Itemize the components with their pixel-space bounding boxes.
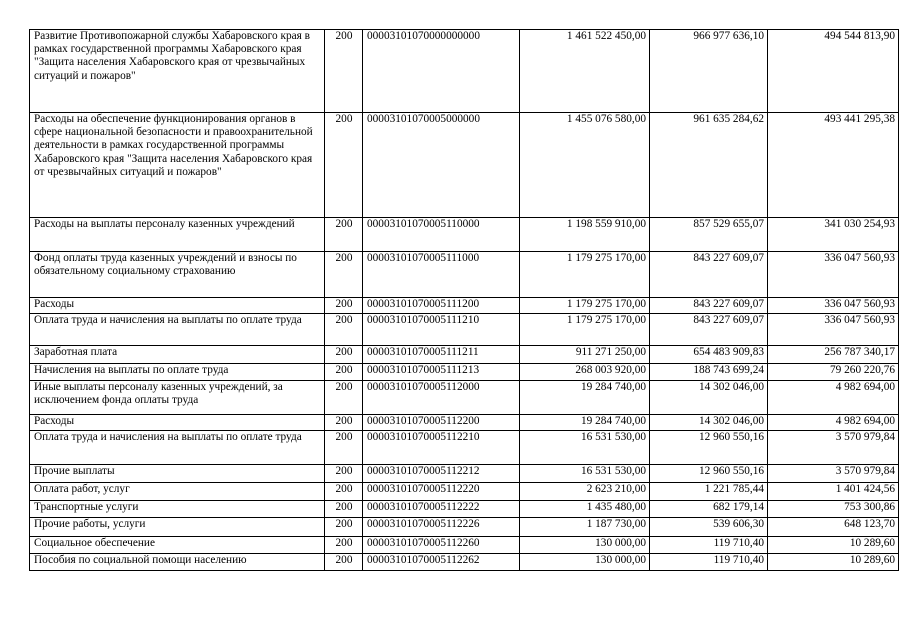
row-name-cell: Расходы на выплаты персоналу казенных учреждений (30, 218, 325, 252)
row-name-cell: Развитие Противопожарной службы Хабаровского края в рамках государственной программы Хабаровского края "Защита населения Хабаровского края от чрезвычайных ситуаций и пожаров" (30, 30, 325, 113)
row-name-cell: Социальное обеспечение (30, 537, 325, 554)
row-executed-cell: 12 960 550,16 (650, 465, 768, 483)
row-executed-cell: 14 302 046,00 (650, 381, 768, 415)
row-code-cell: 200 (325, 415, 363, 431)
table-body (30, 30, 899, 571)
row-name-cell: Иные выплаты персоналу казенных учреждений, за исключением фонда оплаты труда (30, 381, 325, 415)
row-approved-cell: 130 000,00 (520, 537, 650, 554)
row-kbk-cell: 00003101070005111213 (363, 364, 520, 381)
row-executed-cell: 119 710,40 (650, 554, 768, 571)
row-approved-cell: 1 179 275 170,00 (520, 252, 650, 298)
row-name-cell: Расходы на обеспечение функционирования органов в сфере национальной безопасности и правоохранительной деятельности в рамках государственной программы Хабаровского края "Защита населения Хабаровского края от чрезвычайных ситуаций и пожаров" (30, 113, 325, 218)
table-row (30, 30, 899, 113)
table-row (30, 431, 899, 465)
table-row (30, 501, 899, 518)
row-kbk-cell: 00003101070005112222 (363, 501, 520, 518)
row-approved-cell: 1 179 275 170,00 (520, 298, 650, 314)
row-code-cell: 200 (325, 554, 363, 571)
row-remaining-cell: 10 289,60 (768, 537, 899, 554)
row-remaining-cell: 753 300,86 (768, 501, 899, 518)
row-kbk-cell: 00003101070005111000 (363, 252, 520, 298)
row-executed-cell: 843 227 609,07 (650, 314, 768, 346)
table-row (30, 554, 899, 571)
row-remaining-cell: 3 570 979,84 (768, 431, 899, 465)
row-approved-cell: 1 435 480,00 (520, 501, 650, 518)
row-code-cell: 200 (325, 30, 363, 113)
row-kbk-cell: 00003101070005112220 (363, 483, 520, 501)
row-name-cell: Пособия по социальной помощи населению (30, 554, 325, 571)
row-code-cell: 200 (325, 346, 363, 364)
row-executed-cell: 857 529 655,07 (650, 218, 768, 252)
row-kbk-cell: 00003101070000000000 (363, 30, 520, 113)
row-kbk-cell: 00003101070005111210 (363, 314, 520, 346)
table-row (30, 314, 899, 346)
row-code-cell: 200 (325, 537, 363, 554)
table-row (30, 415, 899, 431)
row-executed-cell: 12 960 550,16 (650, 431, 768, 465)
row-kbk-cell: 00003101070005000000 (363, 113, 520, 218)
table-row (30, 252, 899, 298)
row-kbk-cell: 00003101070005112262 (363, 554, 520, 571)
row-executed-cell: 188 743 699,24 (650, 364, 768, 381)
row-remaining-cell: 3 570 979,84 (768, 465, 899, 483)
row-approved-cell: 1 179 275 170,00 (520, 314, 650, 346)
row-executed-cell: 119 710,40 (650, 537, 768, 554)
table-row (30, 483, 899, 501)
row-approved-cell: 130 000,00 (520, 554, 650, 571)
row-kbk-cell: 00003101070005112210 (363, 431, 520, 465)
row-approved-cell: 911 271 250,00 (520, 346, 650, 364)
table-row (30, 113, 899, 218)
table-row (30, 364, 899, 381)
row-remaining-cell: 336 047 560,93 (768, 252, 899, 298)
row-approved-cell: 16 531 530,00 (520, 465, 650, 483)
row-kbk-cell: 00003101070005112212 (363, 465, 520, 483)
row-kbk-cell: 00003101070005112260 (363, 537, 520, 554)
row-code-cell: 200 (325, 518, 363, 537)
row-executed-cell: 539 606,30 (650, 518, 768, 537)
row-name-cell: Расходы (30, 298, 325, 314)
row-executed-cell: 14 302 046,00 (650, 415, 768, 431)
row-kbk-cell: 00003101070005111200 (363, 298, 520, 314)
row-remaining-cell: 493 441 295,38 (768, 113, 899, 218)
table-row (30, 537, 899, 554)
table-row (30, 518, 899, 537)
row-remaining-cell: 494 544 813,90 (768, 30, 899, 113)
row-name-cell: Начисления на выплаты по оплате труда (30, 364, 325, 381)
row-remaining-cell: 336 047 560,93 (768, 298, 899, 314)
row-remaining-cell: 4 982 694,00 (768, 415, 899, 431)
row-kbk-cell: 00003101070005112200 (363, 415, 520, 431)
row-executed-cell: 654 483 909,83 (650, 346, 768, 364)
row-executed-cell: 961 635 284,62 (650, 113, 768, 218)
row-name-cell: Оплата труда и начисления на выплаты по оплате труда (30, 431, 325, 465)
row-remaining-cell: 79 260 220,76 (768, 364, 899, 381)
row-approved-cell: 19 284 740,00 (520, 381, 650, 415)
row-code-cell: 200 (325, 314, 363, 346)
row-remaining-cell: 4 982 694,00 (768, 381, 899, 415)
table-row (30, 465, 899, 483)
row-remaining-cell: 10 289,60 (768, 554, 899, 571)
table-row (30, 218, 899, 252)
row-executed-cell: 682 179,14 (650, 501, 768, 518)
row-code-cell: 200 (325, 381, 363, 415)
row-name-cell: Расходы (30, 415, 325, 431)
row-kbk-cell: 00003101070005111211 (363, 346, 520, 364)
row-code-cell: 200 (325, 298, 363, 314)
row-executed-cell: 843 227 609,07 (650, 298, 768, 314)
row-remaining-cell: 341 030 254,93 (768, 218, 899, 252)
row-code-cell: 200 (325, 252, 363, 298)
row-executed-cell: 843 227 609,07 (650, 252, 768, 298)
row-approved-cell: 1 455 076 580,00 (520, 113, 650, 218)
row-code-cell: 200 (325, 364, 363, 381)
row-approved-cell: 268 003 920,00 (520, 364, 650, 381)
row-remaining-cell: 256 787 340,17 (768, 346, 899, 364)
row-remaining-cell: 336 047 560,93 (768, 314, 899, 346)
row-approved-cell: 19 284 740,00 (520, 415, 650, 431)
budget-execution-table (29, 29, 899, 571)
row-name-cell: Прочие работы, услуги (30, 518, 325, 537)
row-name-cell: Транспортные услуги (30, 501, 325, 518)
row-code-cell: 200 (325, 465, 363, 483)
row-name-cell: Заработная плата (30, 346, 325, 364)
row-remaining-cell: 1 401 424,56 (768, 483, 899, 501)
row-code-cell: 200 (325, 501, 363, 518)
row-kbk-cell: 00003101070005112000 (363, 381, 520, 415)
table-row (30, 298, 899, 314)
row-approved-cell: 1 461 522 450,00 (520, 30, 650, 113)
row-approved-cell: 1 198 559 910,00 (520, 218, 650, 252)
row-code-cell: 200 (325, 483, 363, 501)
row-executed-cell: 966 977 636,10 (650, 30, 768, 113)
table-row (30, 346, 899, 364)
row-code-cell: 200 (325, 113, 363, 218)
row-name-cell: Фонд оплаты труда казенных учреждений и взносы по обязательному социальному страхованию (30, 252, 325, 298)
row-kbk-cell: 00003101070005110000 (363, 218, 520, 252)
row-remaining-cell: 648 123,70 (768, 518, 899, 537)
row-code-cell: 200 (325, 218, 363, 252)
table-row (30, 381, 899, 415)
row-name-cell: Прочие выплаты (30, 465, 325, 483)
row-kbk-cell: 00003101070005112226 (363, 518, 520, 537)
row-approved-cell: 1 187 730,00 (520, 518, 650, 537)
row-code-cell: 200 (325, 431, 363, 465)
row-executed-cell: 1 221 785,44 (650, 483, 768, 501)
row-approved-cell: 16 531 530,00 (520, 431, 650, 465)
row-name-cell: Оплата работ, услуг (30, 483, 325, 501)
row-name-cell: Оплата труда и начисления на выплаты по оплате труда (30, 314, 325, 346)
row-approved-cell: 2 623 210,00 (520, 483, 650, 501)
